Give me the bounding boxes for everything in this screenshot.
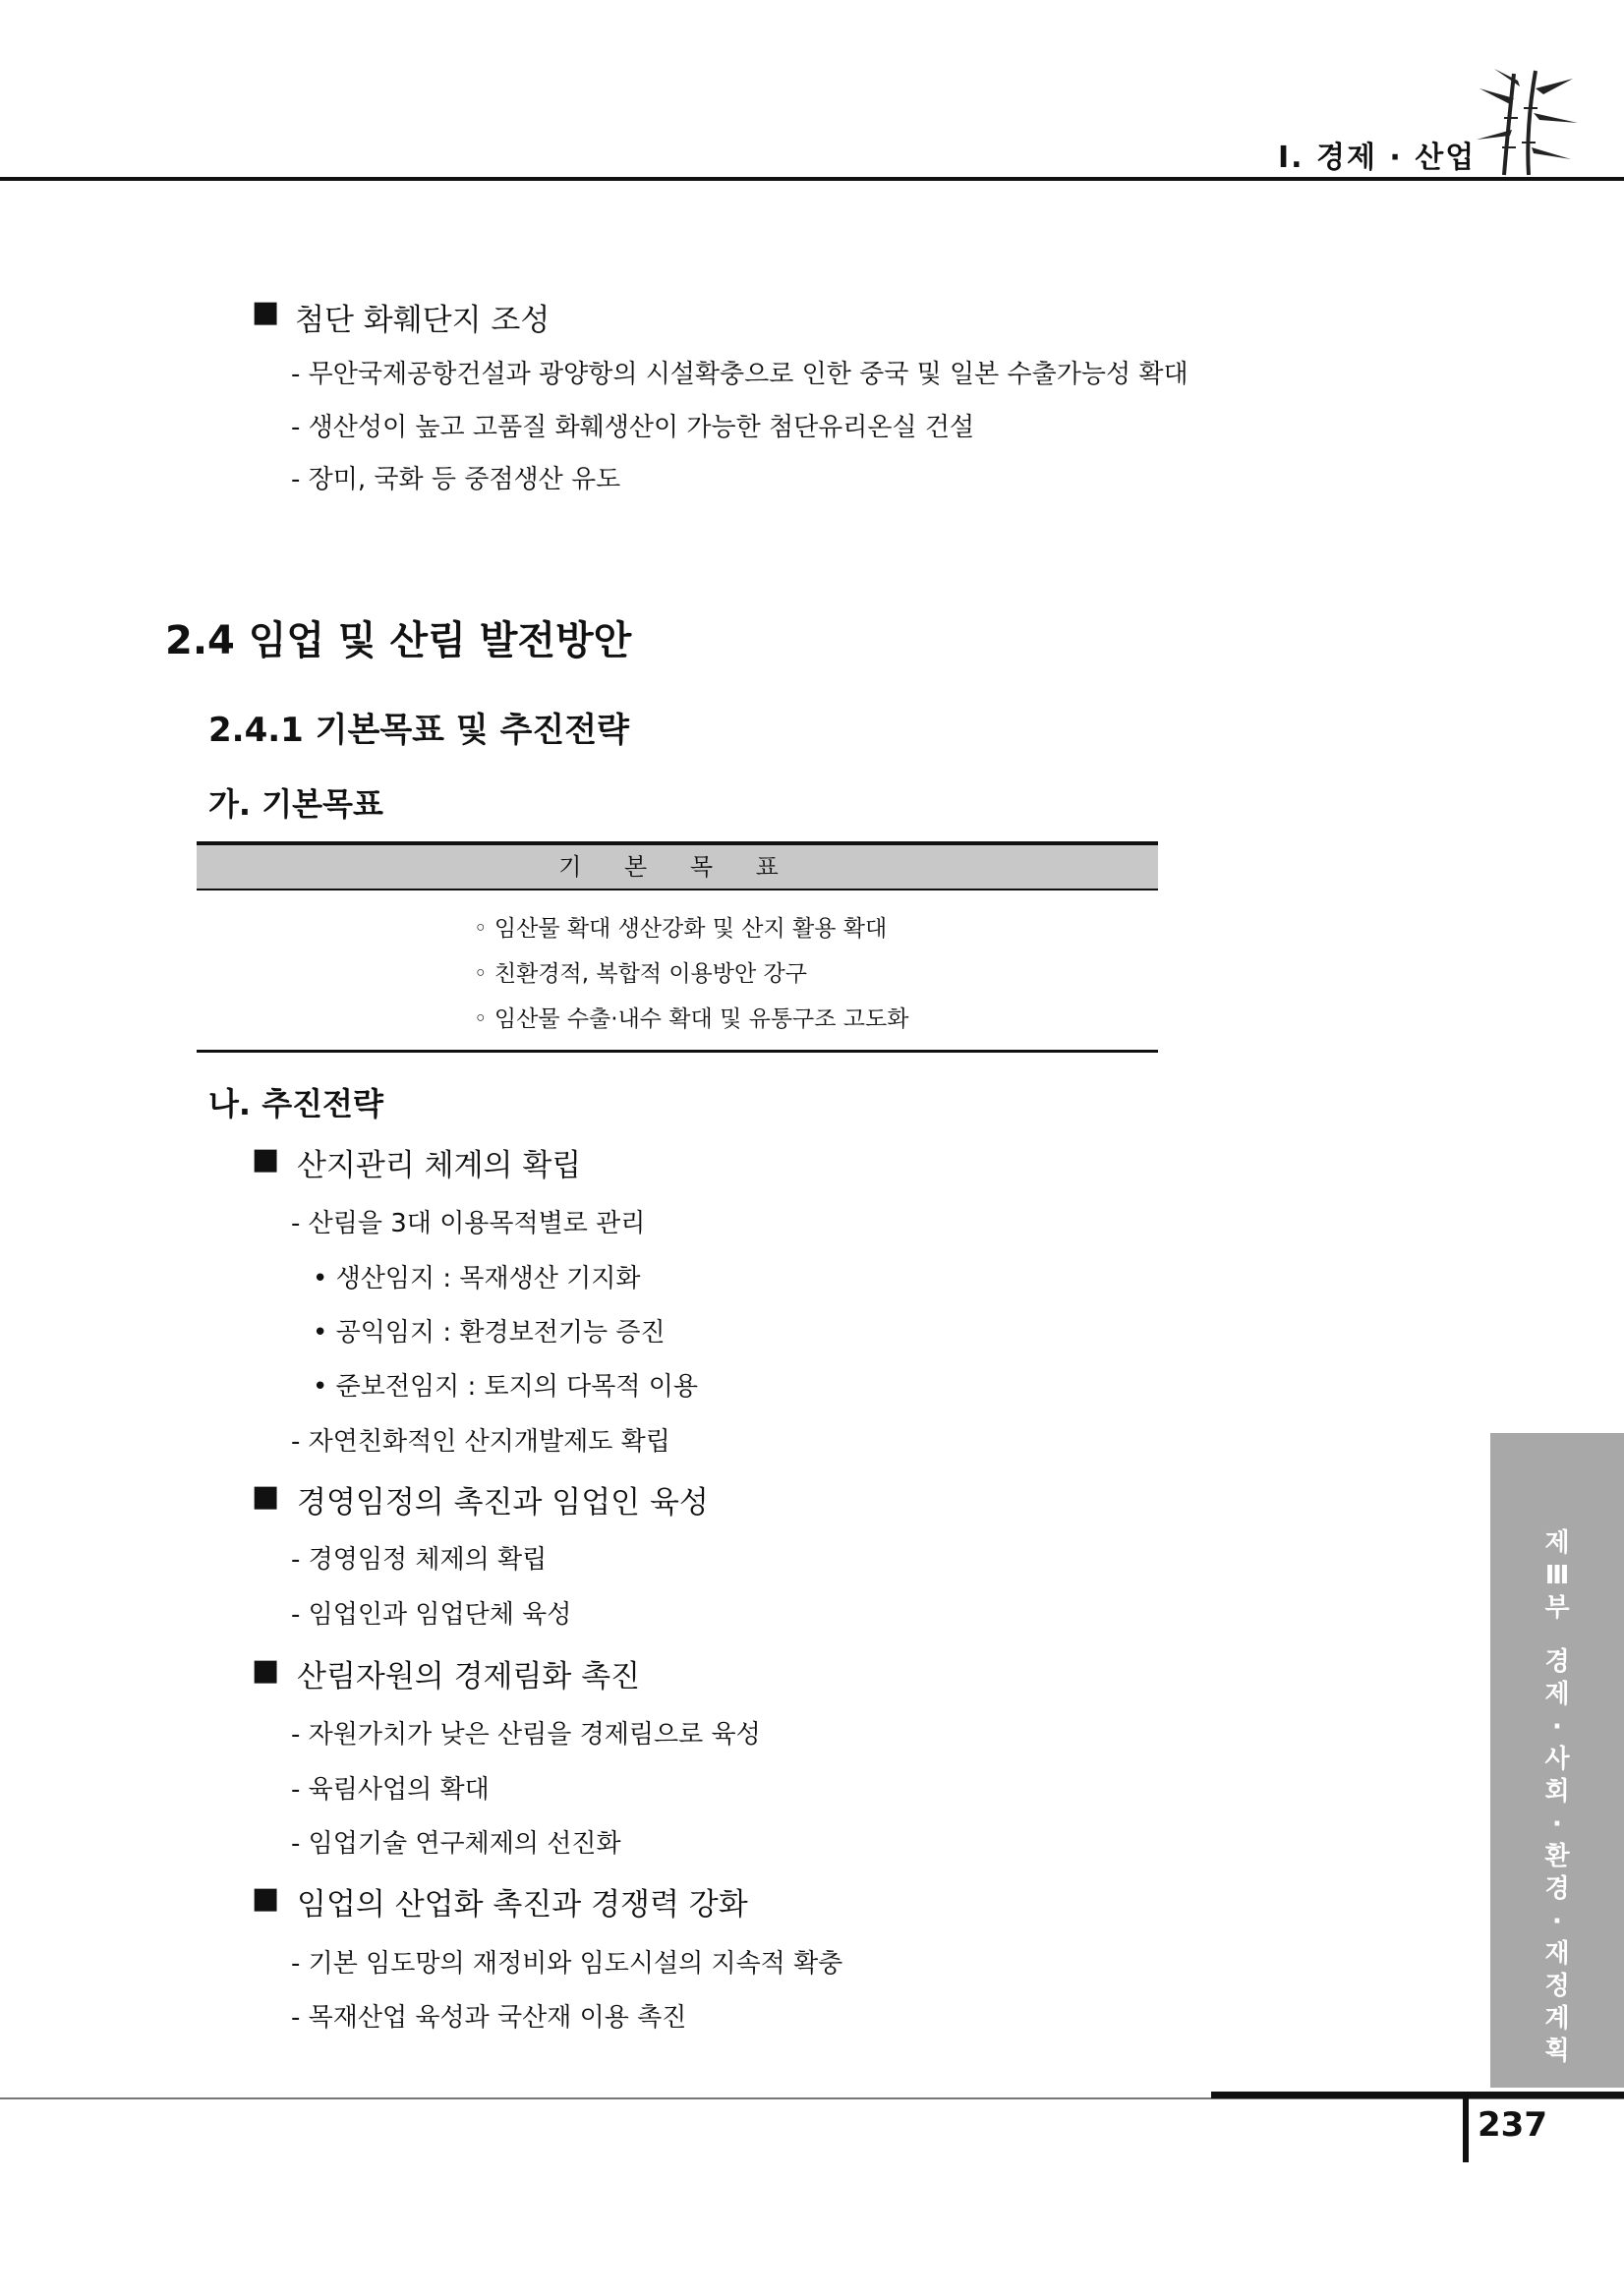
list-item: - 자원가치가 낮은 산림을 경제림으로 육성 [291,1720,761,1750]
list-item: - 산림을 3대 이용목적별로 관리 [291,1209,646,1238]
goals-title: 가. 기본목표 [208,785,383,823]
list-item: - 생산성이 높고 고품질 화훼생산이 가능한 첨단유리온실 건설 [291,413,975,442]
bamboo-logo-icon [1475,69,1583,181]
bullet-heading: 경영임정의 촉진과 임업인 육성 [297,1485,709,1521]
table-row: ◦ 임산물 수출·내수 확대 및 유통구조 고도화 [474,1006,909,1032]
strategy-title: 나. 추진전략 [208,1085,383,1122]
square-bullet-icon: ■ [252,1479,280,1514]
chapter-title: Ⅰ. 경제 · 산업 [1278,141,1477,175]
page-number: 237 [1478,2105,1547,2145]
list-item: - 기본 임도망의 재정비와 임도시설의 지속적 확충 [291,1949,843,1979]
list-item: - 목재산업 육성과 국산재 이용 촉진 [291,2003,687,2033]
page-number-bar [1463,2097,1469,2162]
table-header: 기 본 목 표 [197,845,1158,889]
sub-list-item: • 생산임지 : 목재생산 기지화 [313,1264,641,1293]
square-bullet-icon: ■ [252,1653,280,1688]
list-item: - 임업기술 연구체제의 선진화 [291,1829,621,1859]
list-item: - 육림사업의 확대 [291,1775,490,1805]
square-bullet-icon: ■ [252,295,280,329]
square-bullet-icon: ■ [252,1142,280,1177]
footer-accent-rule [1211,2092,1624,2098]
bullet-heading: 첨단 화훼단지 조성 [295,303,551,338]
subsection-heading: 2.4.1 기본목표 및 추진전략 [208,711,629,750]
list-item: - 임업인과 임업단체 육성 [291,1600,572,1630]
list-item: - 자연친화적인 산지개발제도 확립 [291,1427,670,1457]
table-row: ◦ 친환경적, 복합적 이용방안 강구 [474,961,807,987]
header-rule [0,177,1624,181]
list-item: - 장미, 국화 등 중점생산 유도 [291,465,621,494]
section-heading: 2.4 임업 및 산림 발전방안 [165,618,632,663]
table-body [197,890,1158,1050]
part-sidebar [1490,1433,1624,2088]
list-item: - 경영임정 체제의 확립 [291,1545,548,1575]
sub-list-item: • 준보전임지 : 토지의 다목적 이용 [313,1372,698,1402]
table-bottom-rule [197,1050,1158,1053]
list-item: - 무안국제공항건설과 광양항의 시설확충으로 인한 중국 및 일본 수출가능성 확대 [291,360,1189,389]
bullet-heading: 임업의 산업화 촉진과 경쟁력 강화 [297,1887,748,1923]
bullet-heading: 산림자원의 경제림화 촉진 [297,1659,641,1694]
sub-list-item: • 공익임지 : 환경보전기능 증진 [313,1318,666,1348]
part-sidebar-label: 제 Ⅲ 부 경 제 · 사 회 · 환 경 · 재 정 계 획 [1544,1528,1570,2066]
table-row: ◦ 임산물 확대 생산강화 및 산지 활용 확대 [474,916,888,942]
bullet-heading: 산지관리 체계의 확립 [297,1148,582,1183]
square-bullet-icon: ■ [252,1881,280,1916]
goals-table [197,841,1158,1053]
